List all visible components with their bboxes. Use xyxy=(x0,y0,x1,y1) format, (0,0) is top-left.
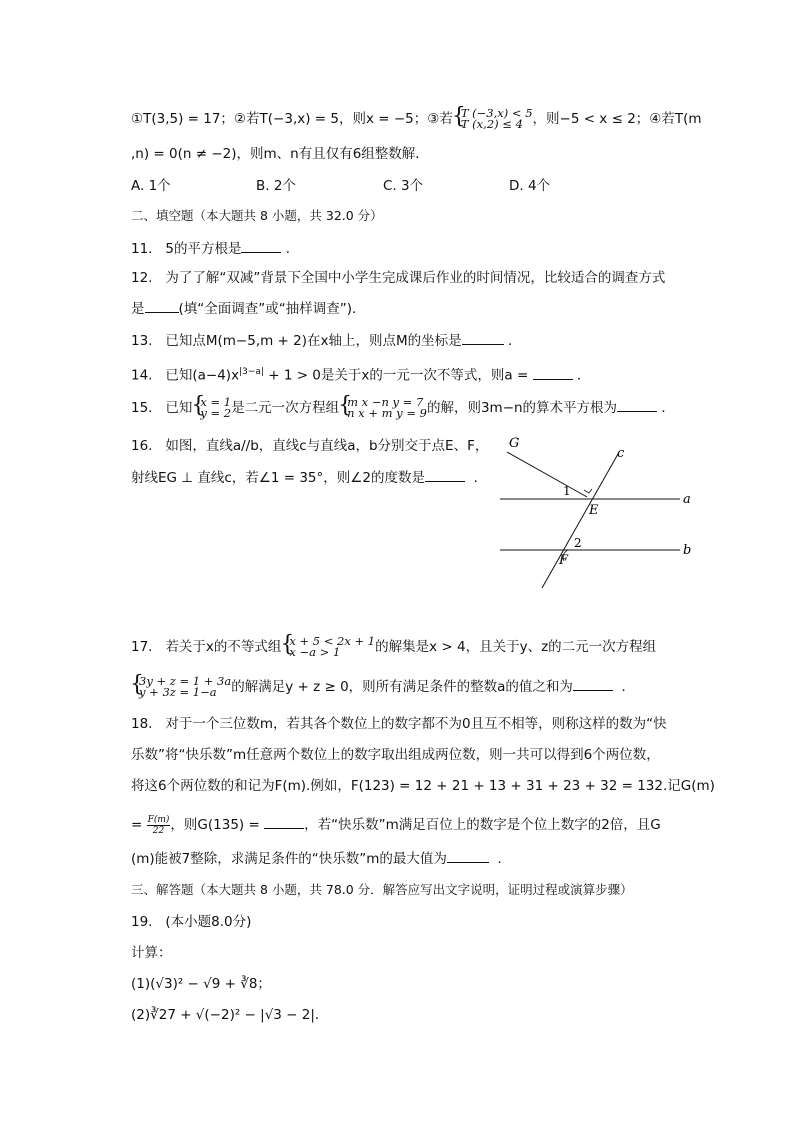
q12-number: 12. xyxy=(131,270,153,286)
answer-blank[interactable] xyxy=(447,848,489,863)
label-G: G xyxy=(509,436,520,451)
answer-blank[interactable] xyxy=(462,330,504,345)
label-F: F xyxy=(559,553,569,568)
answer-blank[interactable] xyxy=(533,365,573,380)
q19-intro: 计算： xyxy=(131,945,172,961)
q10-option-a: A. 1个 xyxy=(131,178,171,194)
q14: 14. 已知$(a-4)x^{|3-a|} + 1 > 0$是关于x的一元一次不等式，则a = ． xyxy=(131,362,590,386)
answer-blank[interactable] xyxy=(241,238,281,253)
q18-line2: 乐数”将“快乐数”m任意两个数位上的数字取出组成两位数，则一共可以得到6个两位数， xyxy=(131,747,660,763)
label-angle-2: 2 xyxy=(574,536,582,550)
q10-system: { T (−3,x) < 5 T (x,2) ≤ 4 xyxy=(453,108,533,130)
label-b: b xyxy=(683,543,692,558)
q10-option-b: B. 2个 xyxy=(256,178,296,194)
q11-text: 5的平方根是 xyxy=(165,241,242,257)
q17-inequality-system: { x + 5 < 2x + 1 x −a > 1 xyxy=(281,636,375,658)
q16-number: 16. xyxy=(131,438,153,454)
q11: 11. 5的平方根是 ． xyxy=(131,238,299,259)
answer-blank[interactable] xyxy=(573,676,613,691)
section3-heading: 三、解答题（本大题共 8 小题，共 78.0 分．解答应写出文字说明，证明过程或演算步骤） xyxy=(131,882,633,897)
q11-number: 11. xyxy=(131,241,153,257)
q15-solution-system: { x = 1 y = 2 xyxy=(192,397,231,419)
section2-heading: 二、填空题（本大题共 8 小题，共 32.0 分） xyxy=(131,208,383,223)
q16-line2: 射线EG ⊥ 直线c，若∠1 = 35°，则∠2的度数是 ． xyxy=(131,467,487,488)
q13-number: 13. xyxy=(131,333,153,349)
q10-line1-b: ，则−5 < x ≤ 2；④若T(m xyxy=(532,111,702,127)
q12-line1 xyxy=(131,268,665,288)
q17-line1: 17. 若关于x的不等式组 { x + 5 < 2x + 1 x −a > 1 的解集是x > 4，且关于y、z的二元一次方程组 xyxy=(131,636,656,658)
q10-option-c: C. 3个 xyxy=(383,178,424,194)
q10-option-d: D. 4个 xyxy=(509,178,551,194)
q18-line5: (m)能被7整除，求满足条件的“快乐数”m的最大值为 ． xyxy=(131,848,511,869)
label-a: a xyxy=(683,492,691,507)
q18-line4: = $\frac{F(m)}{22}$ ，则G(135) = ，若“快乐数”m满足百位上的数字是个位上数字的2倍，且G xyxy=(131,814,661,836)
q13-text: 已知点M(m−5,m + 2)在x轴上，则点M的坐标是 xyxy=(165,333,462,349)
q16-line1: 16. 如图，直线a//b，直线c与直线a，b分别交于点E、F， xyxy=(131,438,489,454)
q10-line1-a: ①T(3,5) = 17；②若T(−3,x) = 5，则x = −5；③若 xyxy=(131,111,453,127)
q19-header: 19. (本小题8.0分) xyxy=(131,914,252,930)
q18-line1: 18. 对于一个三位数m，若其各个数位上的数字都不为0且互不相等，则称这样的数为“快 xyxy=(131,716,667,732)
q15-equation-system: { m x −n y = 7 n x + m y = 9 xyxy=(339,397,427,419)
q14-number: 14. xyxy=(131,367,153,384)
q12-line2: 是 (填“全面调查”或“抽样调查”)． xyxy=(131,298,366,319)
q16-figure xyxy=(495,432,715,592)
answer-blank[interactable] xyxy=(145,298,179,313)
label-angle-1: 1 xyxy=(563,484,571,498)
q18-fraction: $\frac{F(m)}{22}$ xyxy=(147,814,170,836)
label-c: c xyxy=(617,446,625,461)
answer-blank[interactable] xyxy=(617,397,657,412)
q17-line2: { 3y + z = 1 + 3a y + 3z = 1−a 的解满足y + z ≥ 0，则所有满足条件的整数a的值之和为 ． xyxy=(131,676,635,698)
q17-number: 17. xyxy=(131,639,153,655)
q15: 15. 已知 { x = 1 y = 2 是二元一次方程组 { m x −n y = 7 n x + m y = 9 的解，则3m−n的算术平方根为 ． xyxy=(131,397,675,419)
q10-line1 xyxy=(131,108,702,130)
label-E: E xyxy=(589,503,599,518)
q17-equation-system: { 3y + z = 1 + 3a y + 3z = 1−a xyxy=(131,676,231,698)
q13: 13. 已知点M(m−5,m + 2)在x轴上，则点M的坐标是 ． xyxy=(131,330,521,351)
q19-number: 19. xyxy=(131,914,153,930)
answer-blank[interactable] xyxy=(425,467,465,482)
answer-blank[interactable] xyxy=(264,814,304,829)
q18-number: 18. xyxy=(131,716,153,732)
q15-number: 15. xyxy=(131,400,153,416)
q19-part2: (2)∛27 + √(−2)² − |√3 − 2|． xyxy=(131,1007,329,1023)
q12-text: 为了了解“双减”背景下全国中小学生完成课后作业的时间情况，比较适合的调查方式 xyxy=(165,270,666,286)
q10-line2: ,n) = 0(n ≠ −2)，则m、n有且仅有6组整数解． xyxy=(131,146,429,162)
q19-part1: (1)(√3)² − √9 + ∛8； xyxy=(131,976,271,992)
q18-line3: 将这6个两位数的和记为F(m).例如，F(123) = 12 + 21 + 13 + 31 + 23 + 32 = 132.记G(m) xyxy=(131,778,715,794)
